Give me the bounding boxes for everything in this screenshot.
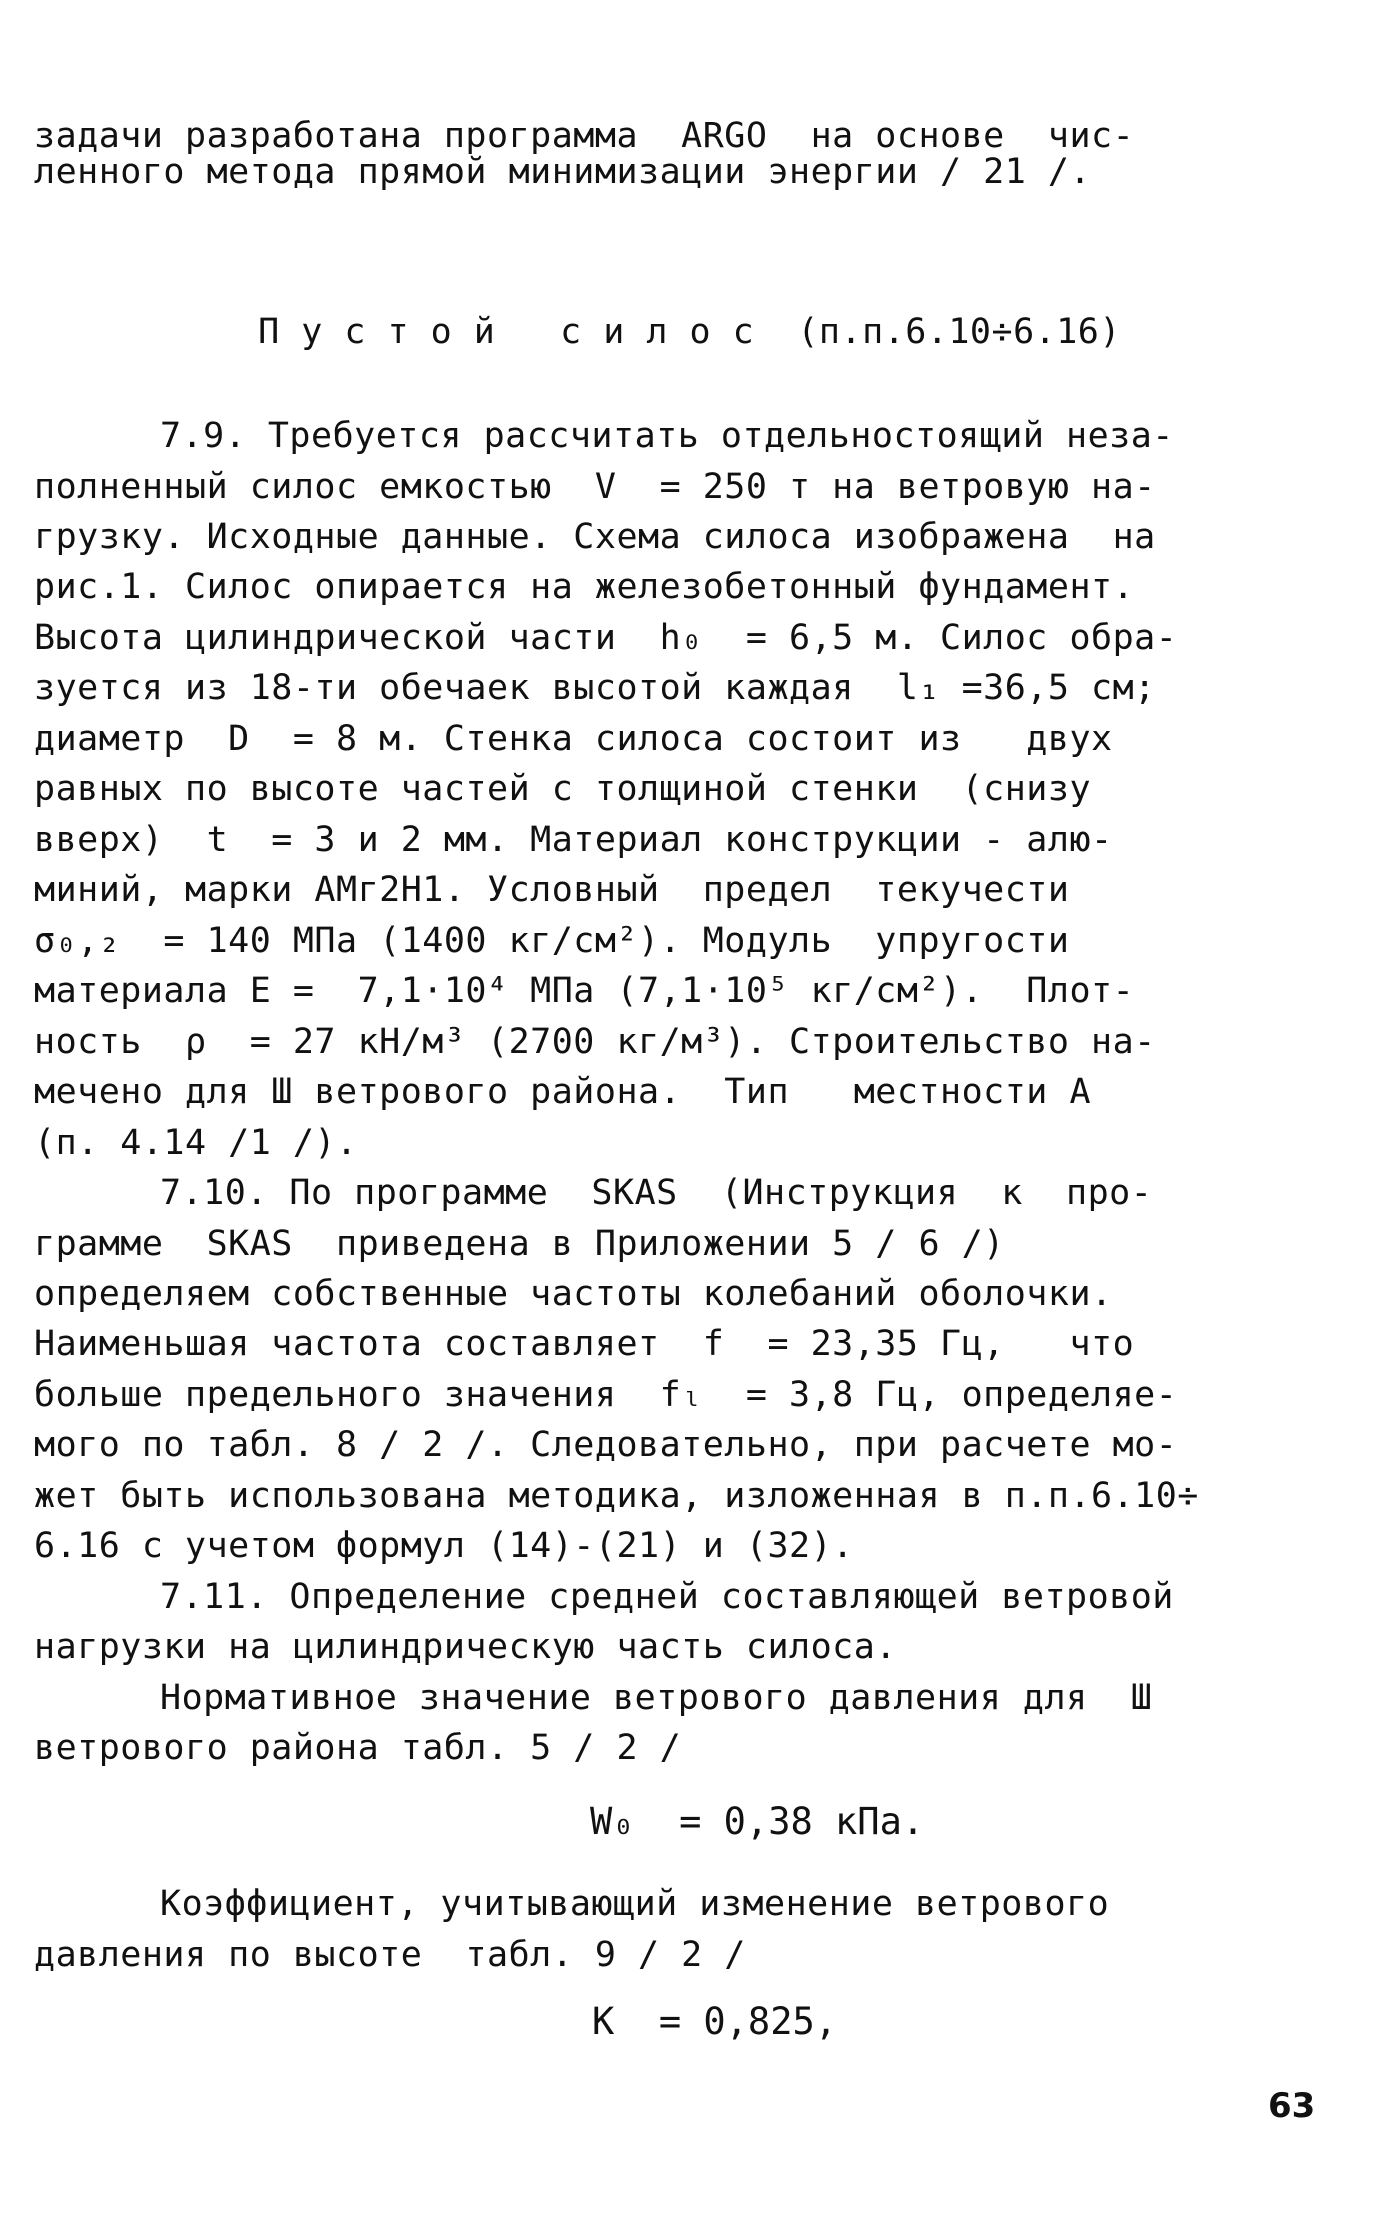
- text-line: задачи разработана программа ARGO на основе чис-: [34, 116, 1135, 156]
- text-line: нагрузки на цилиндрическую часть силоса.: [34, 1627, 897, 1667]
- text-line: грамме SKAS приведена в Приложении 5 / 6 /): [34, 1224, 1005, 1264]
- text-line: рис.1. Силос опирается на железобетонный фундамент.: [34, 567, 1135, 607]
- text-line: σ₀,₂ = 140 МПа (1400 кг/см²). Модуль упругости: [34, 921, 1070, 961]
- section-heading: П у с т о й с и л о с (п.п.6.10÷6.16): [258, 312, 1121, 352]
- formula-w0: W₀ = 0,38 кПа.: [590, 1800, 925, 1843]
- text-line: больше предельного значения fₗ = 3,8 Гц, определяе-: [34, 1375, 1178, 1415]
- text-line: равных по высоте частей с толщиной стенки (снизу: [34, 769, 1092, 809]
- text-line: ленного метода прямой минимизации энергии / 21 /.: [34, 152, 1092, 192]
- text-line: Наименьшая частота составляет f = 23,35 Гц, что: [34, 1324, 1135, 1364]
- text-line: мечено для Ш ветрового района. Тип местности А: [34, 1072, 1092, 1112]
- text-line: 6.16 с учетом формул (14)-(21) и (32).: [34, 1526, 854, 1566]
- paragraph-7-11-start: 7.11. Определение средней составляющей ветровой: [160, 1577, 1174, 1617]
- text-line: жет быть использована методика, изложенная в п.п.6.10÷: [34, 1476, 1199, 1516]
- text-line: вверх) t = 3 и 2 мм. Материал конструкции - алю-: [34, 820, 1113, 860]
- text-line: Нормативное значение ветрового давления для Ш: [160, 1678, 1153, 1718]
- text-line: Коэффициент, учитывающий изменение ветрового: [160, 1884, 1110, 1924]
- text-line: грузку. Исходные данные. Схема силоса изображена на: [34, 517, 1156, 557]
- text-line: материала Е = 7,1·10⁴ МПа (7,1·10⁵ кг/см²). Плот-: [34, 971, 1135, 1011]
- text-line: мого по табл. 8 / 2 /. Следовательно, при расчете мо-: [34, 1425, 1178, 1465]
- text-line: ветрового района табл. 5 / 2 /: [34, 1728, 682, 1768]
- paragraph-7-10-start: 7.10. По программе SKAS (Инструкция к про-: [160, 1173, 1153, 1213]
- page-number: 63: [1268, 2086, 1316, 2126]
- text-line: Высота цилиндрической части h₀ = 6,5 м. Силос обра-: [34, 618, 1178, 658]
- paragraph-7-9-start: 7.9. Требуется рассчитать отдельностоящий неза-: [160, 416, 1174, 456]
- formula-k: K = 0,825,: [592, 2000, 838, 2043]
- text-line: диаметр D = 8 м. Стенка силоса состоит из двух: [34, 719, 1113, 759]
- text-line: полненный силос емкостью V = 250 т на ветровую на-: [34, 467, 1156, 507]
- text-line: миний, марки АМг2Н1. Условный предел текучести: [34, 870, 1070, 910]
- text-line: зуется из 18-ти обечаек высотой каждая l₁ =36,5 см;: [34, 668, 1156, 708]
- text-line: (п. 4.14 /1 /).: [34, 1123, 358, 1163]
- text-line: определяем собственные частоты колебаний оболочки.: [34, 1274, 1113, 1314]
- text-line: давления по высоте табл. 9 / 2 /: [34, 1935, 746, 1975]
- text-line: ность ρ = 27 кН/м³ (2700 кг/м³). Строительство на-: [34, 1022, 1156, 1062]
